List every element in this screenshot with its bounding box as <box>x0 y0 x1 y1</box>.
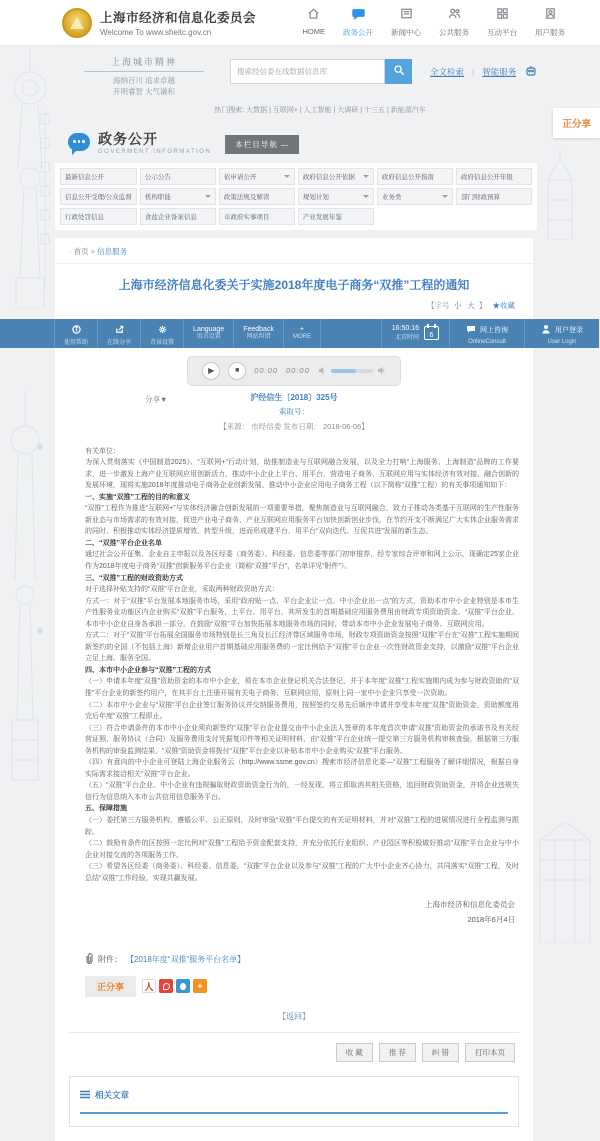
background-sketch-church <box>530 150 590 245</box>
city-spirit-line1: 海纳百川 追求卓越 <box>112 76 176 85</box>
menu-item-disclosure-basis[interactable]: 政府信息公开依据 <box>298 168 374 185</box>
beijing-time-label: 北京时间 <box>394 335 419 341</box>
grid-icon <box>496 7 509 25</box>
action-buttons <box>55 1033 533 1062</box>
audio-play-button[interactable]: ▶ <box>202 362 220 380</box>
body-paragraph: 通过社会公开征集、企业自主申报以及各区经委（商务委）、科经委、信息委等部门初审推荐，经专家综合评审和网上公示，现确定25家企业作为2018年度电子商务“双推”创新服务平台企业（简称“双推”平台”，名单详见“附件”）。 <box>85 551 519 570</box>
nav-item-home[interactable]: HOME <box>303 7 326 38</box>
government-info-bubble-icon <box>68 133 90 151</box>
breadcrumb: · 首页 > 信息服务 <box>55 238 533 264</box>
toolbar-language-button[interactable]: Language 语言设置 <box>184 319 234 348</box>
decorative-dot <box>37 628 43 634</box>
menu-item-acceptance-supervision[interactable]: 信息公开受理/公众监督 <box>60 188 137 205</box>
gear-icon <box>158 321 167 339</box>
menu-item-application-disclosure[interactable]: 依申请公开 <box>219 168 295 185</box>
body-heading: 二、“双推”平台企业名单 <box>85 539 162 547</box>
signature-org: 上海市经济和信息化委员会 <box>425 900 515 910</box>
attachment-row <box>55 927 533 966</box>
nav-item-government-info[interactable]: 政务公开 <box>343 7 373 38</box>
fulltext-search-link[interactable]: 全文检索 <box>430 67 465 77</box>
robot-icon[interactable] <box>524 64 538 80</box>
body-paragraph: （一）申请本年度“双推”资助资金的本市中小企业，须在本市企业登记机关合法登记，并于本年度“双推”工程实施期内成为参与财政资助的“双推”平台企业的新签约用户，在其平台上注册开展有关电子商务、互联网应用，原则上同一家中小企业只享受一次资助。 <box>85 678 519 697</box>
chevron-down-icon <box>205 195 211 198</box>
news-icon <box>400 7 413 25</box>
volume-slider[interactable] <box>331 369 373 373</box>
chevron-down-icon <box>442 195 448 198</box>
info-icon <box>72 321 81 339</box>
audio-stop-button[interactable]: ■ <box>228 362 246 380</box>
body-paragraph: （二）鼓励有条件的区按照一定比例对“双推”工程给予资金配套支持，并充分依托行业组织、产业园区等积极做好推动“双推”平台企业与中小企业对接交流的各项服务工作。 <box>85 840 519 859</box>
menu-item-latest-info[interactable]: 最新信息公开 <box>60 168 137 185</box>
retrieval-number-label: 索取号： <box>279 406 309 416</box>
error-report-button[interactable]: 纠 错 <box>422 1043 459 1062</box>
favorite-button[interactable]: ★收藏 <box>492 300 515 310</box>
site-identity <box>100 8 256 37</box>
back-row: 【返回】 <box>278 1011 310 1021</box>
home-icon <box>307 7 320 25</box>
user-badge-icon <box>544 7 557 25</box>
nav-item-public-service[interactable]: 公共服务 <box>439 7 469 38</box>
page-title: 上海市经济信息化委关于实施2018年度电子商务“双推”工程的通知 <box>118 277 470 292</box>
print-page-button[interactable]: 打印本页 <box>465 1043 515 1062</box>
menu-item-business[interactable]: 业务类 <box>377 188 453 205</box>
renren-share-icon[interactable]: 人 <box>142 979 156 993</box>
body-heading: 四、本市中小企业参与“双推”工程的方式 <box>85 666 211 674</box>
beijing-time-value: 16:50:16 <box>391 325 419 332</box>
article-panel <box>55 238 583 1141</box>
body-paragraph: （二）本市中小企业与“双推”平台企业签订服务协议并交纳服务费用，按照签约交易先后顺序申请并享受本年度“双推”资助资金，资助额度用完后年度“双推”工程即止。 <box>85 701 519 721</box>
chevron-down-icon <box>284 175 290 178</box>
user-login-button[interactable]: 用户登录 User Login <box>524 319 599 348</box>
fontsize-controls: 【字号 小 大 】 ★收藏 <box>427 300 515 310</box>
nav-item-interactive-platform[interactable]: 互动平台 <box>487 7 517 38</box>
city-spirit-title: 上海城市精神 <box>110 57 177 67</box>
site-subtitle: Welcome To www.sheitc.gov.cn <box>100 28 212 37</box>
body-heading: 一、实施“双推”工程的目的和意义 <box>85 493 190 501</box>
signature-date: 2018年6月4日 <box>467 914 515 924</box>
chat-bubble-icon <box>352 7 365 25</box>
menu-item-policies-regulations[interactable]: 政策法规及解读 <box>219 188 295 205</box>
back-link[interactable]: 返回 <box>286 1011 302 1021</box>
recommend-button[interactable]: 推 荐 <box>379 1043 416 1062</box>
menu-item-industry-yearbook[interactable]: 产业发展年鉴 <box>298 208 374 225</box>
article-meta <box>55 390 533 438</box>
qq-share-icon[interactable] <box>176 979 190 993</box>
floating-share-tag[interactable]: 正分享 <box>553 108 600 138</box>
share-bar <box>85 976 533 997</box>
chevron-down-icon <box>363 195 369 198</box>
user-icon <box>541 321 551 339</box>
city-spirit <box>84 55 204 98</box>
toolbar-help-button[interactable]: 使用帮助 <box>54 319 98 348</box>
hot-search-line[interactable]: 热门搜索: 大数据 | 互联网+ | 人工智能 | 大调研 | 十三五 | 新能源汽车 <box>214 106 426 114</box>
background-sketch-tower2 <box>0 380 50 805</box>
menu-panel <box>55 163 537 230</box>
menu-item-administrative-penalty[interactable]: 行政处罚信息 <box>60 208 137 225</box>
toolbar-settings-button[interactable]: 背景设置 <box>141 319 184 348</box>
share-icon <box>115 321 124 339</box>
document-number: 沪经信生〔2018〕325号 <box>250 392 338 402</box>
toolbar-clock[interactable] <box>381 319 449 348</box>
search-input[interactable] <box>230 59 385 84</box>
online-consult-button[interactable]: 网上咨询 OnlineConsult <box>449 319 524 348</box>
toolbar-share-button[interactable]: 在线分享 <box>98 319 141 348</box>
people-icon <box>448 7 461 25</box>
body-paragraph: （三）希望各区经委（商务委）、科经委、信息委，“双推”平台企业以及参与“双推”工程的广大中小企业齐心协力，共同落实“双推”工程，及时总结“双推”工作经验，实现共赢发展。 <box>85 863 519 882</box>
city-spirit-line2: 开明睿智 大气谦和 <box>112 87 176 97</box>
audio-total-time: 00:00 <box>286 366 310 375</box>
menu-item-planning[interactable]: 规划计划 <box>298 188 374 205</box>
menu-item-disclosure-guide[interactable]: 政府信息公开指南 <box>377 168 453 185</box>
body-paragraph: 为深入贯彻落实《中国制造2025》、“互联网+”行动计划，助推制造业与互联网融合发展，以及全力打响“上海服务、上海制造”品牌的工作要求，进一步激发上海产业互联网应用创新活力，推动中小企业上平台、用平台，营造电子商务、互联网应用与实体经济有效对接、融合创新的发展环境，现将实施2018年度推动电子商务企业创新发展、推动中小企业应用电子商务工程（以下简称“双推”工程）的有关事项通知如下： <box>85 459 519 490</box>
signature-block <box>55 884 533 927</box>
consult-chat-icon <box>466 321 476 339</box>
body-paragraph: 方式一：对于“双推”平台发展本地服务市场，采用“政府贴一点、平台企业让一点、中小企业出一点”的方式，资助本市中小企业特别是本市生产性服务业功能区内企业购买“双推”平台服务，上平台、用平台，其所发生的首期基础应用服务费用由财政专项资助资金、“双推”平台企业、本市中小企业自身各承担一部分。在鼓励“双推”平台加快拓展本地服务市场的同时，带动本市中小企业发展电子商务、互联网应用。 <box>85 597 519 628</box>
decorative-dot <box>37 444 43 450</box>
attachment-link[interactable]: 【2018年度“双推”服务平台名单】 <box>126 954 246 964</box>
accessibility-toolbar <box>0 319 599 348</box>
related-articles-box <box>69 1076 519 1127</box>
search-box <box>230 59 412 84</box>
site-logo[interactable] <box>62 8 92 38</box>
menu-item-annual-report[interactable]: 政府信息公开年报 <box>456 168 532 185</box>
volume-down-icon <box>318 362 327 380</box>
site-name: 上海市经济和信息化委员会 <box>100 11 257 25</box>
related-articles-label: 相关文章 <box>95 1089 130 1100</box>
search-band <box>0 46 600 119</box>
body-heading: 三、“双推”工程的财政资助方式 <box>85 574 183 582</box>
paperclip-icon <box>85 953 94 966</box>
top-header <box>0 0 600 46</box>
body-paragraph: “双推”工程作为推进“互联网+”与实体经济融合创新发展的一项重要举措，聚焦制造业与互联网融合，致力于推动各类基于互联网的生产性服务新业态与市场需求的有效对接，促进产业电子商务、产业互联网应用服务平台加快创新创业步伐，在节约开支不断满足广大实体企业服务需求的同时，积极推动实体经济提质增效、转型升级，进而形成建平台、用平台“双向迭代、互促共进”发展的新生态。 <box>85 505 519 536</box>
list-icon <box>80 1086 90 1104</box>
collect-button[interactable]: 收 藏 <box>336 1043 373 1062</box>
main-nav <box>303 7 566 38</box>
link-divider: | <box>472 67 475 77</box>
section-subtitle: GOVERMENT INFORMATION <box>98 148 212 155</box>
menu-item-organization-functions[interactable]: 机构职能 <box>140 188 216 205</box>
nav-item-news-center[interactable]: 新闻中心 <box>391 7 421 38</box>
menu-item-municipal-projects[interactable]: 市政府实事项目 <box>219 208 295 225</box>
breadcrumb-current[interactable]: 信息服务 <box>97 246 128 256</box>
volume-up-icon <box>377 362 386 380</box>
section-title: 政务公开 <box>98 130 158 147</box>
body-heading: 五、保障措施 <box>85 805 127 813</box>
body-paragraph: 有关单位： <box>85 447 120 455</box>
body-paragraph: （四）有意向的中小企业可登陆上海企业服务云（http://www.ssme.gov.cn）搜索市经济信息化委—“双推”工程服务了解详细情况，根据自身实际需求接洽相关“双推”平台企业。 <box>85 759 519 778</box>
share-pill-button[interactable]: 正分享 <box>85 976 136 997</box>
search-button[interactable] <box>385 59 412 84</box>
toolbar-feedback-button[interactable]: Feedback 网站纠错 <box>234 319 284 348</box>
weibo-share-icon[interactable] <box>159 979 173 993</box>
source-date-line: 【来源： 市经信委 发布日期： 2018-06-06】 <box>219 421 369 431</box>
menu-item-salt-enterprise-filing[interactable]: 食盐企业备案信息 <box>140 208 216 225</box>
fontsize-big-button[interactable]: 大 <box>467 300 475 310</box>
smart-service-link[interactable]: 智能服务 <box>482 67 517 77</box>
calendar-icon: 6 <box>424 326 439 340</box>
body-paragraph: （三）符合申请条件的本市中小企业须向新签约“双推”平台企业提交由中小企业法人签章的本年度首次申请“双推”资助资金的承诺书及有关经营证照、服务协议（合同）及服务费用支付凭据复印件等相关证明材料，由“双推”平台企业统一提交第三方服务机构审核查验，根据第三方服务机构的审验监测结果，“双推”资助资金将拨付“双推”平台企业以补贴本市中小企业购买“双推”平台服务。 <box>85 724 519 755</box>
fontsize-small-button[interactable]: 小 <box>453 300 462 310</box>
body-paragraph: 对于选择补贴支持的“双推”平台企业，采取两种财政资助方式： <box>85 586 279 594</box>
section-head <box>0 119 600 161</box>
body-paragraph: （一）委托第三方服务机构，遵循公平、公正原则，及时审验“双推”平台提交的有关证明材料，并对“双推”工程的进展情况进行全程监测与跟踪。 <box>85 817 519 836</box>
attachment-label: 附件： <box>98 954 122 964</box>
body-paragraph: 方式二：对于“双推”平台拓展全国服务市场特别是长三角及长江经济带区域服务市场，财政专项资助资金按照“双推”平台在“双推”工程实施期间新签约的全国（不包括上海）新增企业用户首期基础应用服务费的一定比例给予“双推”平台企业一次性财政资金支持，以激励“双推”平台企业立足上海、服务全国。 <box>85 632 519 663</box>
background-sketch-building <box>530 820 600 948</box>
body-paragraph: （五）“双推”平台企业、中小企业有违规骗取财政资助资金行为的，一经发现，将立即取消其相关资格，追回财政资助资金，并将企业违规失信行为信息纳入本市公共信用信息服务平台。 <box>85 782 519 801</box>
column-nav-button[interactable]: 本栏目导航 — <box>225 135 299 154</box>
menu-item-public-notice[interactable]: 公示公告 <box>140 168 216 185</box>
toolbar-more-button[interactable]: + MORE <box>284 319 321 348</box>
chevron-down-icon <box>363 175 369 178</box>
search-icon <box>393 64 405 79</box>
audio-player <box>187 356 401 386</box>
menu-item-department-budget[interactable]: 部门财政预算 <box>456 188 532 205</box>
more-share-icon[interactable]: + <box>193 979 207 993</box>
share-dropdown[interactable]: 分享▼ <box>145 394 168 404</box>
audio-current-time: 00:00 <box>254 366 278 375</box>
nav-item-user-service[interactable]: 用户服务 <box>535 7 565 38</box>
document-body <box>55 438 533 885</box>
breadcrumb-home[interactable]: 首页 <box>73 246 89 256</box>
